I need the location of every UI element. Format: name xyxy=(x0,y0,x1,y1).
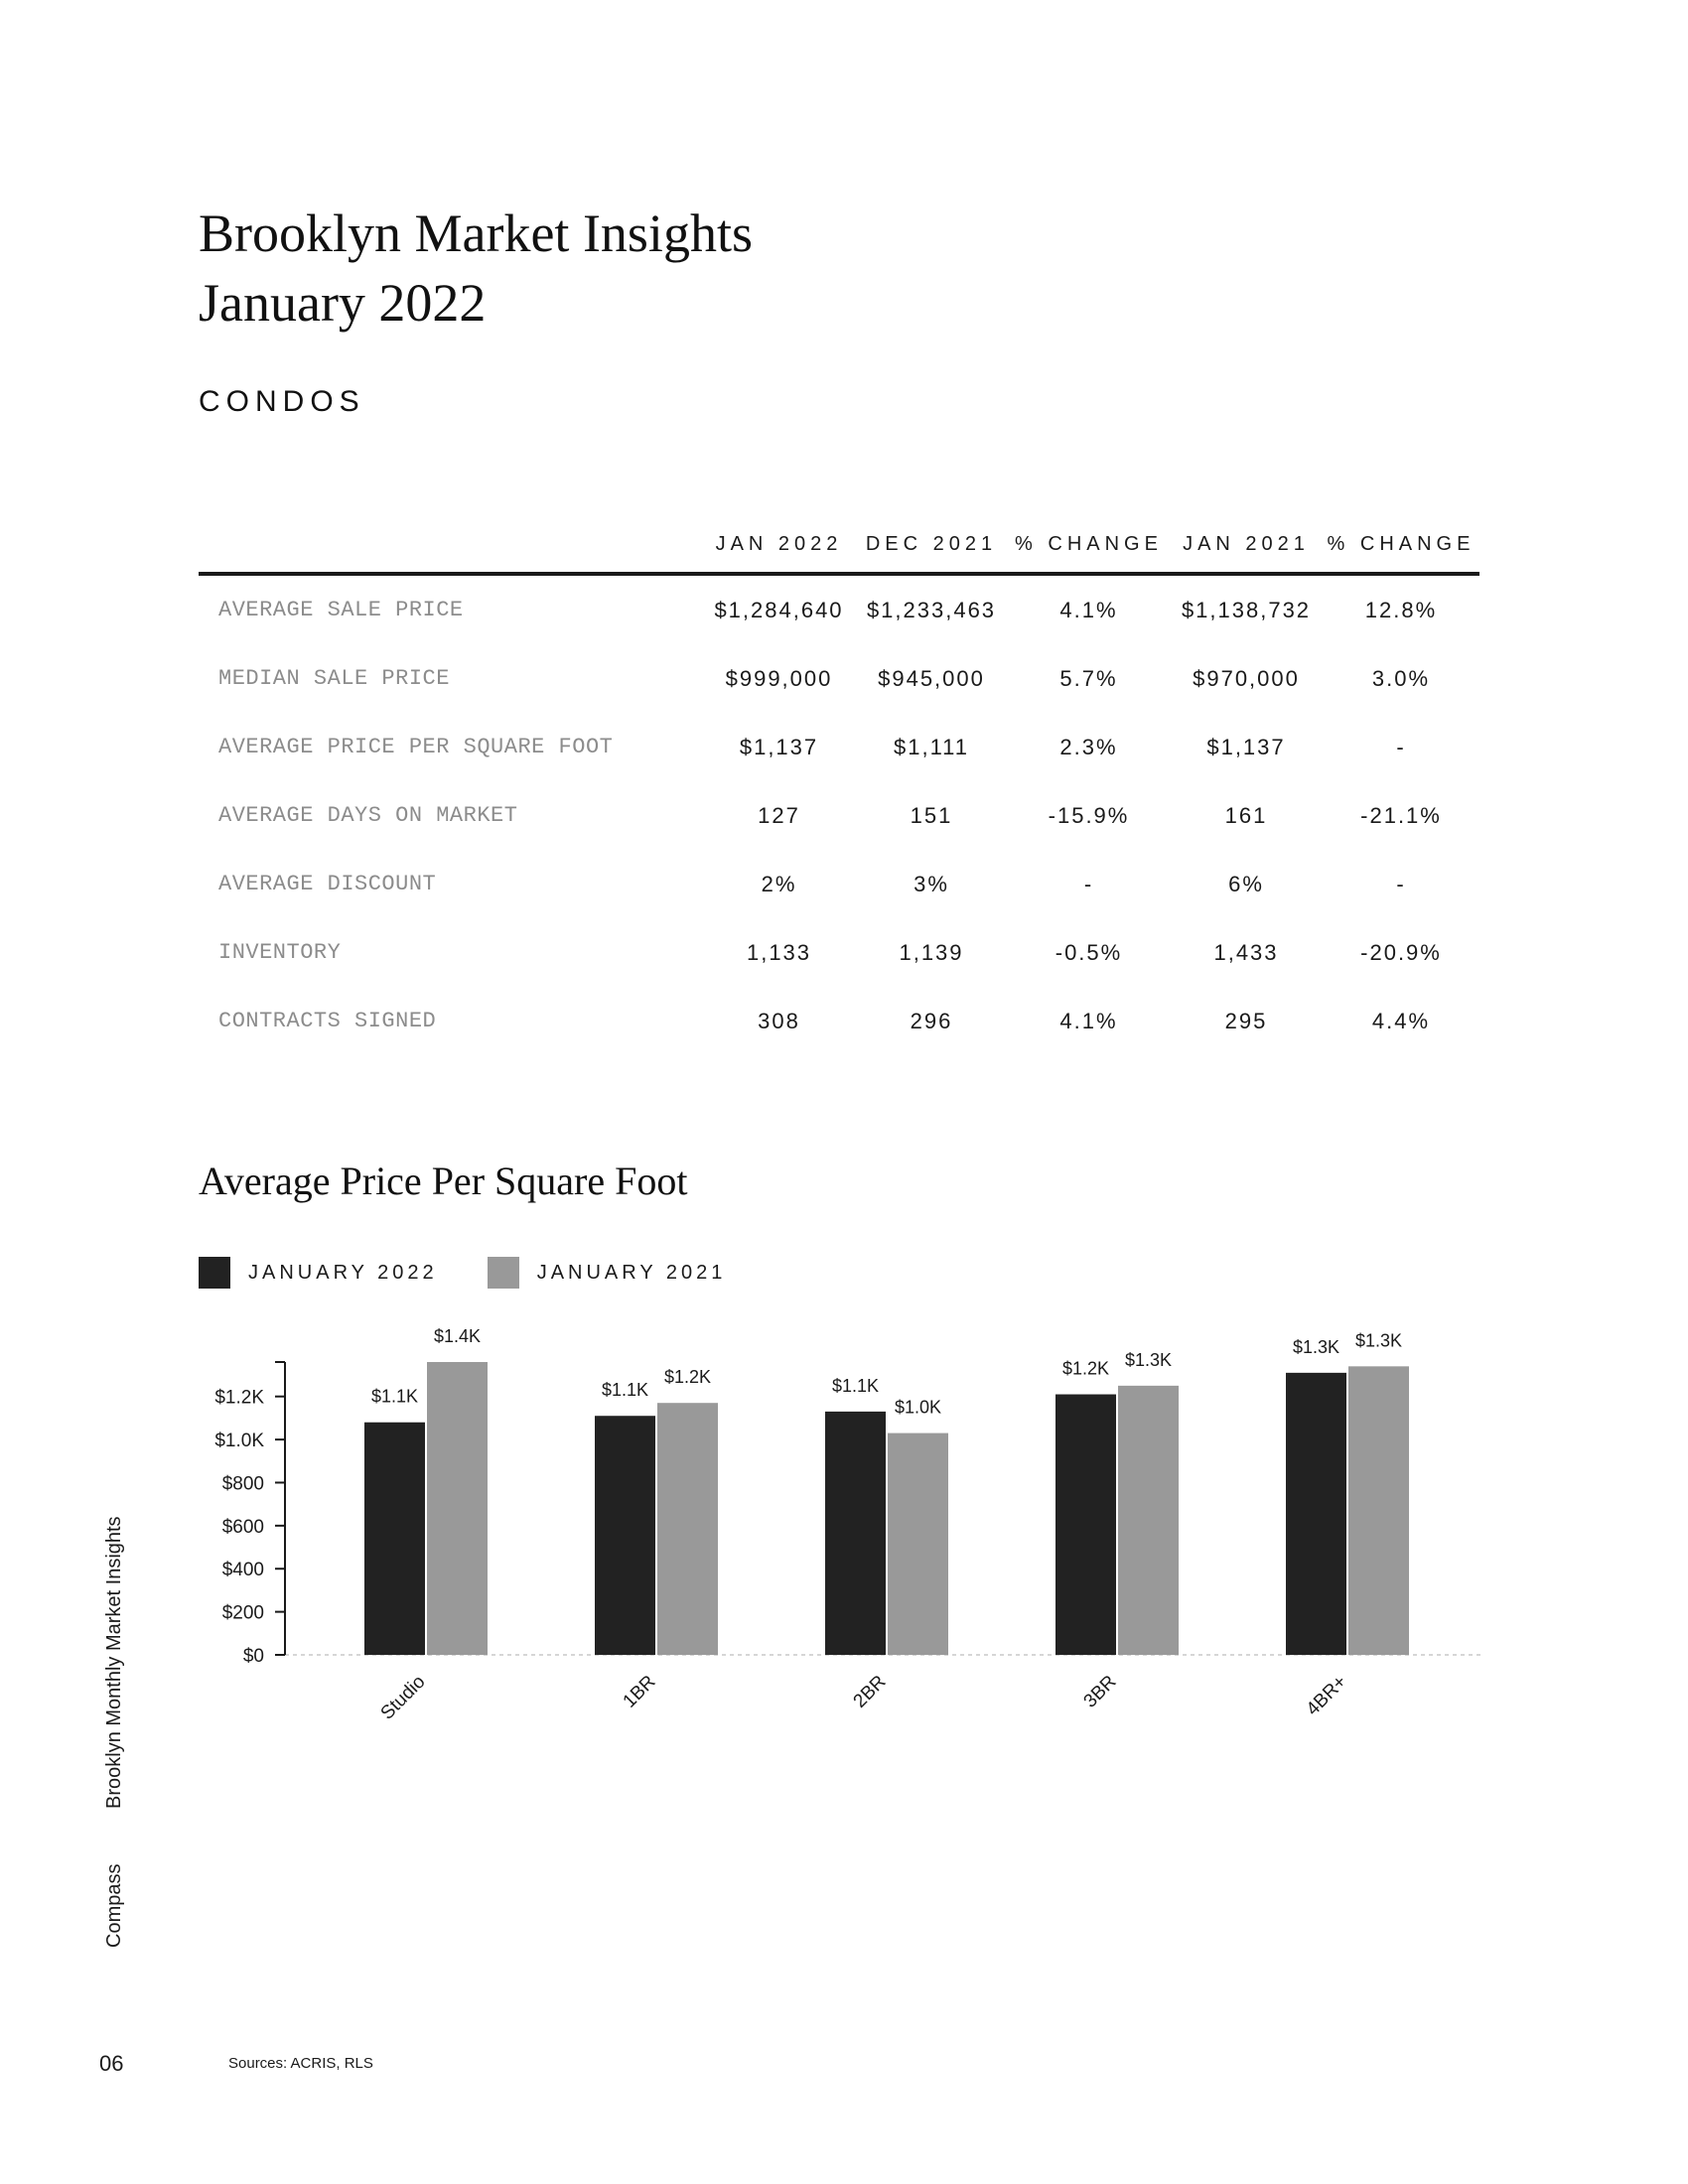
legend-item-jan-2022 xyxy=(199,1257,438,1289)
side-title: Brooklyn Monthly Market Insights xyxy=(103,1516,125,1809)
side-brand: Compass xyxy=(103,1863,125,1948)
row-label: AVERAGE DAYS ON MARKET xyxy=(218,803,518,828)
legend-swatch-jan-2022 xyxy=(199,1257,230,1289)
bar xyxy=(1348,1366,1409,1655)
header-col: JAN 2022 xyxy=(703,516,855,574)
data-label: $1.0K xyxy=(894,1397,942,1418)
cell: 127 xyxy=(758,802,800,828)
table-row xyxy=(199,781,1479,850)
cell: 2.3% xyxy=(1059,734,1118,759)
data-label: $1.4K xyxy=(433,1326,482,1346)
cell: 295 xyxy=(1224,1008,1268,1033)
data-label: $1.2K xyxy=(663,1367,712,1388)
cell: $1,137 xyxy=(739,734,819,759)
cell: $999,000 xyxy=(725,665,833,691)
x-tick-label: 3BR xyxy=(1079,1671,1121,1712)
bar xyxy=(427,1362,488,1655)
data-label: $1.1K xyxy=(370,1386,419,1407)
legend-item-jan-2021 xyxy=(488,1257,727,1289)
section-label: CONDOS xyxy=(199,385,365,418)
header-col: % CHANGE xyxy=(1008,516,1170,574)
table-row xyxy=(199,644,1479,713)
cell: 151 xyxy=(910,802,953,828)
bar xyxy=(825,1412,886,1655)
data-label: $1.1K xyxy=(601,1380,649,1401)
header-metric xyxy=(199,516,703,574)
cell: -20.9% xyxy=(1360,939,1442,965)
x-tick-label: 4BR+ xyxy=(1302,1671,1351,1720)
page-number: 06 xyxy=(99,2051,124,2076)
table-header-row xyxy=(199,516,1479,574)
bar xyxy=(364,1423,425,1655)
cell: $1,111 xyxy=(893,734,970,759)
data-label: $1.3K xyxy=(1124,1349,1173,1370)
cell: 4.4% xyxy=(1371,1008,1431,1033)
legend-label: JANUARY 2021 xyxy=(536,1261,727,1284)
table-row xyxy=(199,713,1479,781)
cell: 296 xyxy=(910,1008,953,1033)
cell: $970,000 xyxy=(1193,665,1300,691)
y-tick-label: $600 xyxy=(221,1516,264,1538)
cell: 2% xyxy=(761,871,797,896)
bar xyxy=(595,1416,655,1655)
page-title-line1: Brooklyn Market Insights xyxy=(199,204,753,263)
cell: - xyxy=(1396,871,1406,896)
cell: -21.1% xyxy=(1360,802,1442,828)
cell: 3% xyxy=(914,871,949,896)
y-tick-label: $400 xyxy=(221,1560,264,1581)
chart-legend xyxy=(199,1257,775,1289)
cell: $1,138,732 xyxy=(1181,597,1312,622)
cell: $1,137 xyxy=(1206,734,1286,759)
cell: -0.5% xyxy=(1055,939,1123,965)
row-label: AVERAGE SALE PRICE xyxy=(218,598,464,622)
bar xyxy=(1118,1386,1179,1655)
row-label: AVERAGE PRICE PER SQUARE FOOT xyxy=(218,735,614,759)
cell: 1,133 xyxy=(746,939,812,965)
row-label: CONTRACTS SIGNED xyxy=(218,1009,437,1033)
y-tick-label: $1.2K xyxy=(214,1387,264,1409)
bar xyxy=(1055,1395,1116,1655)
data-label: $1.3K xyxy=(1292,1336,1340,1357)
cell: - xyxy=(1083,871,1094,896)
cell: 12.8% xyxy=(1364,597,1438,622)
x-tick-label: Studio xyxy=(376,1671,430,1724)
header-col: % CHANGE xyxy=(1323,516,1479,574)
y-tick-label: $0 xyxy=(242,1646,264,1667)
data-label: $1.2K xyxy=(1061,1358,1110,1379)
table-row xyxy=(199,918,1479,987)
x-tick-label: 1BR xyxy=(619,1671,660,1712)
cell: 3.0% xyxy=(1371,665,1431,691)
sources-note: Sources: ACRIS, RLS xyxy=(228,2055,373,2072)
cell: -15.9% xyxy=(1048,802,1130,828)
cell: 1,433 xyxy=(1213,939,1279,965)
cell: $1,233,463 xyxy=(866,597,997,622)
chart-title: Average Price Per Square Foot xyxy=(199,1159,688,1203)
data-label: $1.3K xyxy=(1354,1330,1403,1351)
y-tick-label: $1.0K xyxy=(214,1431,264,1452)
cell: 4.1% xyxy=(1059,597,1118,622)
row-label: INVENTORY xyxy=(218,940,342,965)
row-label: MEDIAN SALE PRICE xyxy=(218,666,450,691)
legend-label: JANUARY 2022 xyxy=(248,1261,438,1284)
table-row xyxy=(199,850,1479,918)
x-tick-label: 2BR xyxy=(849,1671,891,1712)
y-tick-label: $800 xyxy=(221,1473,264,1495)
cell: 6% xyxy=(1228,871,1264,896)
stats-table xyxy=(199,516,1479,1055)
cell: $945,000 xyxy=(878,665,985,691)
cell: $1,284,640 xyxy=(714,597,844,622)
cell: 1,139 xyxy=(899,939,964,965)
legend-swatch-jan-2021 xyxy=(488,1257,519,1289)
bar xyxy=(657,1403,718,1655)
table-row xyxy=(199,987,1479,1055)
header-col: JAN 2021 xyxy=(1170,516,1323,574)
cell: - xyxy=(1396,734,1406,759)
header-col: DEC 2021 xyxy=(855,516,1008,574)
page-title xyxy=(199,199,753,338)
bar-chart xyxy=(0,1291,1688,1747)
y-tick-label: $200 xyxy=(221,1602,264,1624)
cell: 161 xyxy=(1224,802,1268,828)
row-label: AVERAGE DISCOUNT xyxy=(218,872,437,896)
cell: 4.1% xyxy=(1059,1008,1118,1033)
page-title-line2: January 2022 xyxy=(199,273,487,333)
table-row xyxy=(199,574,1479,644)
cell: 5.7% xyxy=(1059,665,1118,691)
bar xyxy=(1286,1373,1346,1655)
cell: 308 xyxy=(758,1008,800,1033)
data-label: $1.1K xyxy=(831,1375,880,1396)
bar xyxy=(888,1433,948,1655)
